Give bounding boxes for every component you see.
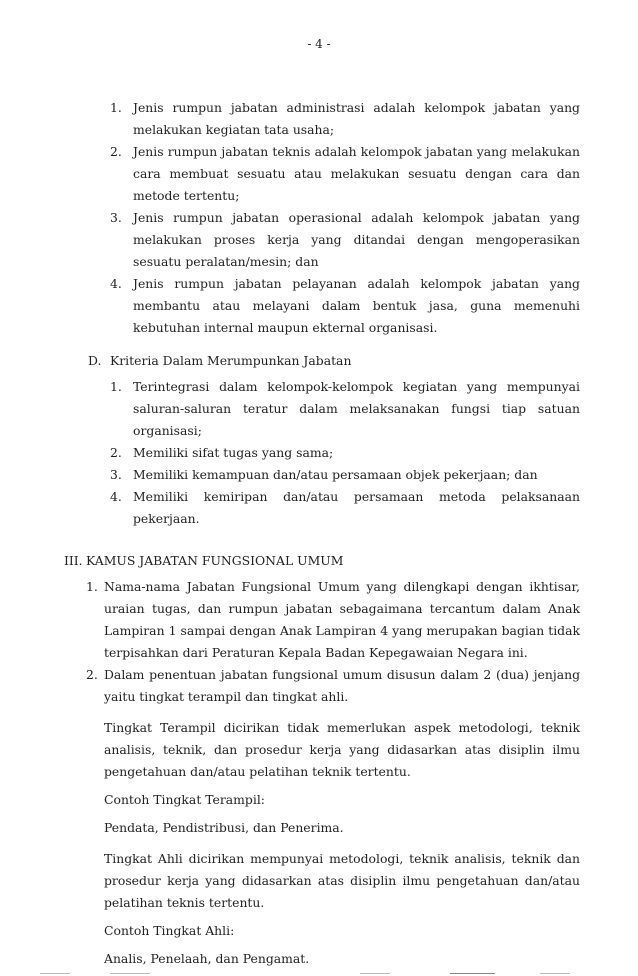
page-number: - 4 - [307,37,331,51]
scan-mark [540,973,570,974]
ahli-example-label: Contoh Tingkat Ahli: [104,923,235,938]
terampil-examples: Pendata, Pendistribusi, dan Penerima. [104,820,344,835]
list-item-number: 3. [110,467,122,482]
ahli-examples: Analis, Penelaah, dan Pengamat. [104,951,310,966]
list-item [110,486,580,530]
list-item-text: Jenis rumpun jabatan teknis adalah kelompok jabatan yang melakukan cara membuat sesuatu atau melakukan sesuatu dengan cara dan metode tertentu; [133,144,580,203]
list-item-text: Jenis rumpun jabatan operasional adalah kelompok jabatan yang melakukan proses kerja yang ditandai dengan mengoperasikan sesuatu peralatan/mesin; dan [133,210,580,269]
terampil-example-label: Contoh Tingkat Terampil: [104,792,265,807]
list-item [86,664,580,708]
list-item [110,207,580,273]
scan-mark [450,973,495,974]
scan-edge-marks [0,970,638,976]
kamus-list [0,576,638,708]
list-item [110,273,580,339]
list-item-number: 1. [110,100,122,115]
ahli-description: Tingkat Ahli dicirikan mempunyai metodologi, teknik analisis, teknik dan prosedur kerja yang didasarkan atas disiplin ilmu pengetahuan dan/atau pelatihan teknis tertentu. [104,851,580,910]
list-item [110,97,580,141]
list-item-number: 4. [110,489,122,504]
list-item-text: Jenis rumpun jabatan pelayanan adalah kelompok jabatan yang membantu atau melayani dalam bentuk jasa, guna memenuhi kebutuhan internal maupun ekternal organisasi. [133,276,580,335]
list-item-number: 1. [110,379,122,394]
list-item [110,442,580,464]
list-item [110,464,580,486]
list-item-number: 3. [110,210,122,225]
scan-mark [110,973,150,974]
section-d-letter: D. [88,353,102,368]
section-iii-numeral: III. [64,553,83,568]
scan-mark [360,973,390,974]
list-item-number: 2. [110,445,122,460]
list-item-text: Memiliki kemiripan dan/atau persamaan metoda pelaksanaan pekerjaan. [133,489,580,526]
kriteria-list [0,376,638,530]
list-item [86,576,580,664]
section-d-title: Kriteria Dalam Merumpunkan Jabatan [110,353,352,368]
section-iii-heading [0,550,638,572]
section-iii-title: KAMUS JABATAN FUNGSIONAL UMUM [86,553,344,568]
list-item [110,376,580,442]
list-item-number: 2. [110,144,122,159]
list-item-text: Jenis rumpun jabatan administrasi adalah kelompok jabatan yang melakukan kegiatan tata usaha; [133,100,580,137]
rumpun-jabatan-list [0,97,638,339]
list-item-text: Terintegrasi dalam kelompok-kelompok kegiatan yang mempunyai saluran-saluran teratur dalam melaksanakan fungsi tiap satuan organisasi; [133,379,580,438]
list-item-text: Memiliki sifat tugas yang sama; [133,445,334,460]
list-item-number: 1. [86,579,98,594]
section-d-heading [0,350,638,372]
list-item-number: 2. [86,667,98,682]
list-item-text: Memiliki kemampuan dan/atau persamaan objek pekerjaan; dan [133,467,538,482]
list-item-number: 4. [110,276,122,291]
terampil-description: Tingkat Terampil dicirikan tidak memerlukan aspek metodologi, teknik analisis, teknik, dan prosedur kerja yang didasarkan atas disiplin ilmu pengetahuan dan/atau pelatihan teknik tertentu. [104,720,580,779]
scan-mark [40,973,70,974]
list-item-text: Dalam penentuan jabatan fungsional umum disusun dalam 2 (dua) jenjang yaitu tingkat terampil dan tingkat ahli. [104,667,580,704]
list-item-text: Nama-nama Jabatan Fungsional Umum yang dilengkapi dengan ikhtisar, uraian tugas, dan rumpun jabatan sebagaimana tercantum dalam Anak Lampiran 1 sampai dengan Anak Lampiran 4 yang merupakan bagian tidak terpisahkan dari Peraturan Kepala Badan Kepegawaian Negara ini. [104,579,580,660]
document-body [0,97,638,970]
list-item [110,141,580,207]
